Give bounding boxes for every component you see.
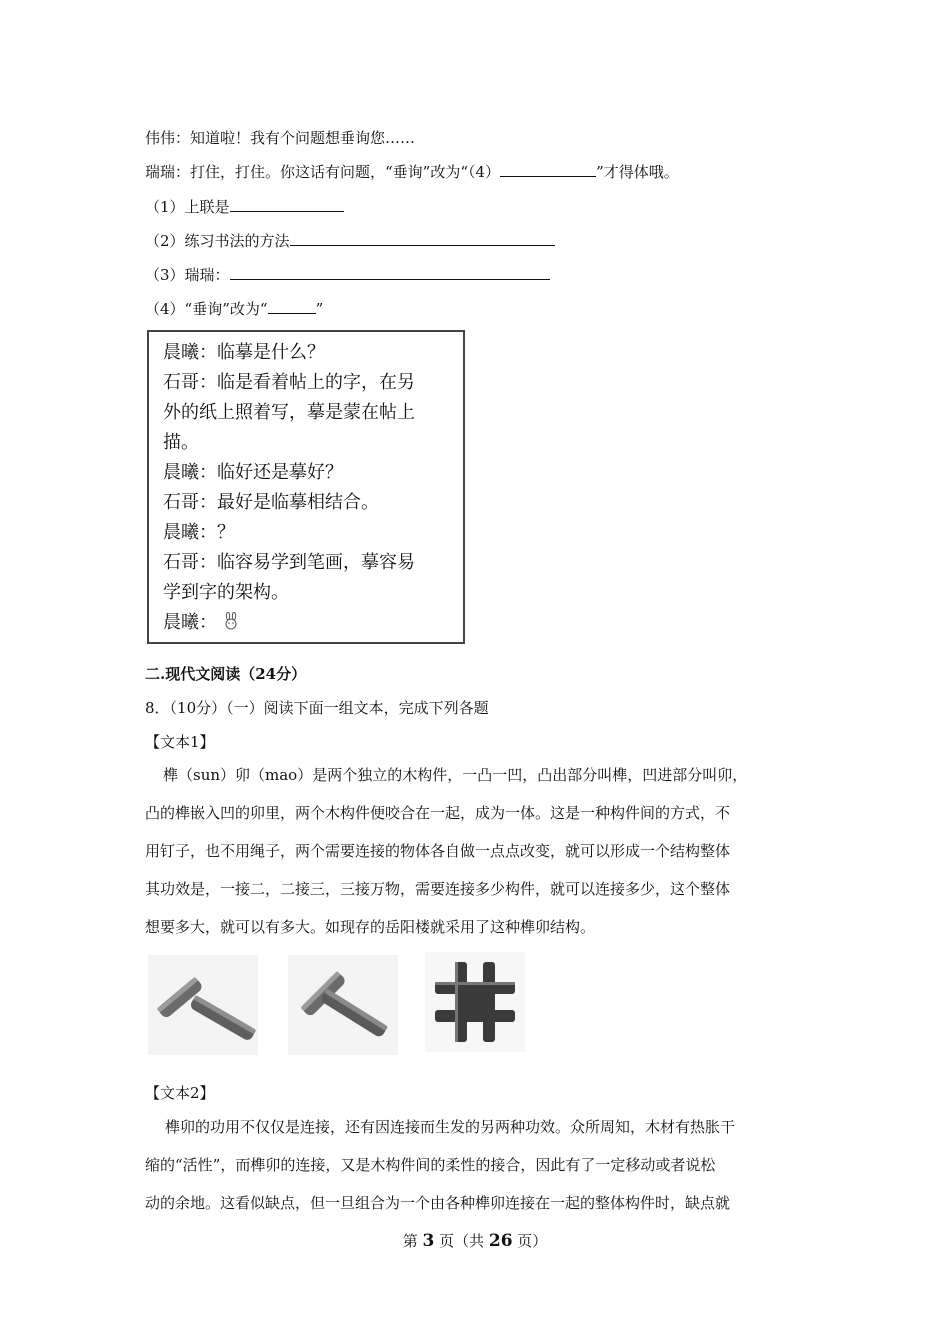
box-line: 石哥：临是看着帖上的字，在另 — [163, 372, 415, 393]
text1-label: 【文本1】 — [145, 733, 215, 751]
dialogue-ruirui-end: ”才得体哦。 — [596, 163, 679, 181]
interlocking-structure-image — [425, 952, 525, 1052]
tenon-separate-image — [148, 955, 258, 1055]
dialogue-ruirui-start: 瑞瑞：打住，打住。你这话有问题，“垂询”改为“（4） — [145, 163, 501, 181]
question-4 — [145, 297, 323, 319]
tenon-joined-image — [288, 955, 398, 1055]
section-title: 二.现代文阅读（24分） — [145, 665, 307, 683]
question-1-label: （1）上联是 — [145, 198, 230, 216]
box-line: 石哥：临容易学到笔画，摹容易 — [163, 552, 415, 573]
dialogue-box — [147, 330, 465, 644]
answer-blank-q2[interactable] — [290, 229, 555, 246]
question-1 — [145, 195, 344, 217]
footer-mid: 页（共 — [434, 1232, 489, 1250]
box-line: 学到字的架构。 — [163, 582, 289, 603]
box-line: 外的纸上照着写，摹是蒙在帖上 — [163, 402, 415, 423]
text2-line: 缩的“活性”，而榫卯的连接，又是木构件间的柔性的接合，因此有了一定移动或者说松 — [145, 1156, 716, 1174]
rabbit-emoji-icon — [223, 612, 239, 630]
text2-label: 【文本2】 — [145, 1084, 215, 1102]
text1-line: 用钉子，也不用绳子，两个需要连接的物体各自做一点点改变，就可以形成一个结构整体 — [145, 842, 731, 860]
answer-blank-q1[interactable] — [230, 195, 344, 212]
answer-blank-q3[interactable] — [230, 263, 550, 280]
dialogue-ruirui — [145, 160, 679, 182]
box-line: 石哥：最好是临摹相结合。 — [163, 492, 379, 513]
text2-line: 动的余地。这看似缺点，但一旦组合为一个由各种榫卯连接在一起的整体构件时，缺点就 — [145, 1194, 731, 1212]
question-4-end: ” — [315, 300, 324, 318]
box-line: 晨曦：临好还是摹好？ — [163, 462, 343, 483]
dialogue-weiwei: 伟伟：知道啦！我有个问题想垂询您…… — [145, 129, 416, 147]
page-footer — [0, 1230, 950, 1251]
box-line: 晨曦：？ — [163, 522, 235, 543]
answer-blank-4[interactable] — [500, 160, 596, 177]
text2-line: 榫卯的功用不仅仅是连接，还有因连接而生发的另两种功效。众所周知，木材有热胀干 — [165, 1118, 736, 1136]
question-3 — [145, 263, 550, 285]
footer-suffix: 页） — [512, 1232, 548, 1250]
text1-line: 想要多大，就可以有多大。如现存的岳阳楼就采用了这种榫卯结构。 — [145, 918, 596, 936]
box-line-last — [163, 610, 239, 636]
question-3-label: （3）瑞瑞： — [145, 266, 230, 284]
question-4-label: （4）“垂询”改为“ — [145, 300, 268, 318]
footer-prefix: 第 — [402, 1232, 423, 1250]
text1-line: 其功效是，一接二，二接三，三接万物，需要连接多少构件，就可以连接多少，这个整体 — [145, 880, 731, 898]
text1-line: 凸的榫嵌入凹的卯里，两个木构件便咬合在一起，成为一体。这是一种构件间的方式，不 — [145, 804, 731, 822]
current-page-number: 3 — [422, 1231, 435, 1251]
question-2 — [145, 229, 555, 251]
box-line: 晨曦：临摹是什么？ — [163, 342, 325, 363]
answer-blank-q4[interactable] — [268, 297, 316, 314]
question-2-label: （2）练习书法的方法 — [145, 232, 290, 250]
box-line: 描。 — [163, 432, 199, 453]
box-speaker: 晨曦： — [163, 612, 217, 633]
total-page-number: 26 — [488, 1231, 513, 1251]
question-8: 8．（10分）（一）阅读下面一组文本，完成下列各题 — [145, 699, 489, 717]
text1-line: 榫（sun）卯（mao）是两个独立的木构件，一凸一凹，凸出部分叫榫，凹进部分叫卯， — [163, 766, 748, 784]
